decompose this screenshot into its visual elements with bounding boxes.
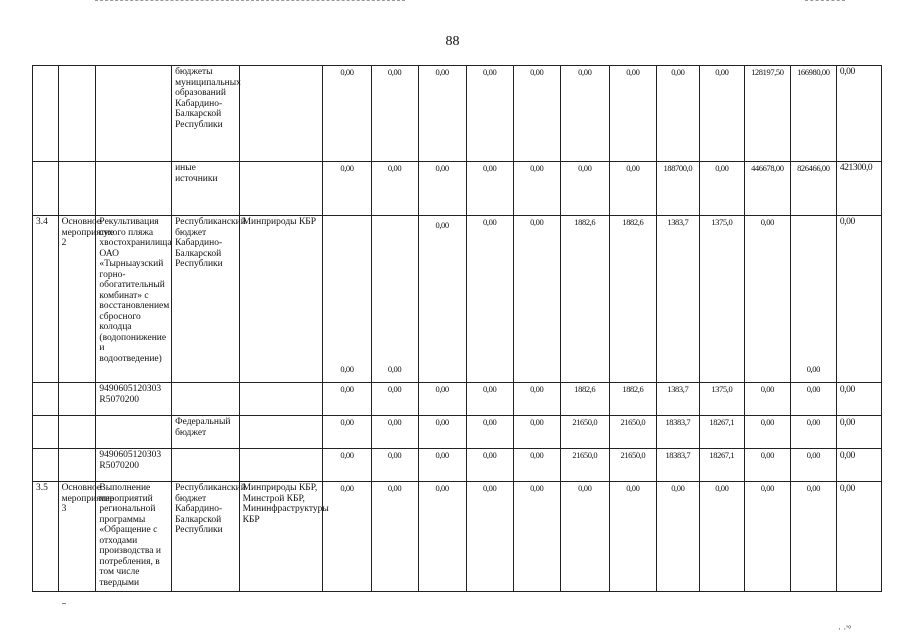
table-row <box>33 66 882 162</box>
value-cell: 0,00 <box>609 482 656 592</box>
value-cell: 0,00 <box>323 449 371 482</box>
value-cell: 0,00 <box>656 66 699 162</box>
row-name: 9490605120З03 R5070200 <box>96 383 172 416</box>
row-executor <box>239 162 323 216</box>
value-cell-last: 421300,0 <box>836 162 881 216</box>
value-cell: 0,00 <box>371 416 418 449</box>
value-cell: 0,00 <box>790 482 836 592</box>
value-cell: 0,00 <box>744 482 790 592</box>
table-row <box>33 482 882 592</box>
row-executor <box>239 66 323 162</box>
value-cell-last: 0,00 <box>836 383 881 416</box>
value-cell: 0,00 <box>699 482 744 592</box>
value-cell: 0,00 <box>418 216 466 383</box>
row-source: иные источники <box>172 162 240 216</box>
row-type <box>58 416 96 449</box>
row-name <box>96 66 172 162</box>
value-cell: 0,00 <box>323 66 371 162</box>
value-cell: 0,00 <box>466 416 513 449</box>
value-cell: 0,00 <box>744 216 790 383</box>
value-cell: 0,00 <box>513 66 560 162</box>
row-number <box>33 416 59 449</box>
value-cell: 0,00 <box>418 162 466 216</box>
row-executor <box>239 383 323 416</box>
row-number: 3.4 <box>33 216 59 383</box>
value-cell: 0,00 <box>466 162 513 216</box>
row-number <box>33 66 59 162</box>
value-cell: 18383,7 <box>656 416 699 449</box>
row-executor: Минприроды КБР <box>239 216 323 383</box>
value-cell: 1882,6 <box>609 216 656 383</box>
row-type <box>58 383 96 416</box>
row-name: Выполнение мероприятий региональной программы «Обращение с отходами производства и потребления, в том числе твердыми <box>96 482 172 592</box>
value-cell: 0,00 <box>513 449 560 482</box>
value-cell: 0,00 <box>323 383 371 416</box>
row-type <box>58 449 96 482</box>
value-cell: 0,00 <box>323 162 371 216</box>
value-cell: 0,00 <box>560 482 609 592</box>
top-edge-line-right <box>805 0 845 1</box>
value-cell: 0,00 <box>560 162 609 216</box>
value-cell: 0,00 <box>699 66 744 162</box>
budget-table <box>32 65 882 592</box>
value-cell-last: 0,00 <box>836 216 881 383</box>
row-source <box>172 383 240 416</box>
row-name: 9490605120З03 R5070200 <box>96 449 172 482</box>
corner-mark: · ·'° <box>838 624 852 634</box>
value-cell: 0,00 <box>418 416 466 449</box>
table-row <box>33 383 882 416</box>
value-cell: 18267,1 <box>699 416 744 449</box>
value-cell: 0,00 <box>790 449 836 482</box>
value-cell: 21650,0 <box>609 449 656 482</box>
value-cell: 0,00 <box>560 66 609 162</box>
value-cell: 0,00 <box>323 416 371 449</box>
value-cell: 0,00 <box>371 66 418 162</box>
value-cell: 0,00 <box>744 449 790 482</box>
value-cell: 0,00 <box>371 482 418 592</box>
value-cell: 0,00 <box>466 482 513 592</box>
value-cell: 0,00 <box>371 383 418 416</box>
row-number <box>33 383 59 416</box>
value-cell: 1375,0 <box>699 383 744 416</box>
value-cell: 0,00 <box>466 66 513 162</box>
row-number <box>33 162 59 216</box>
value-cell: 188700,0 <box>656 162 699 216</box>
row-type: Основное мероприятие 3 <box>58 482 96 592</box>
value-cell: 0,00 <box>513 216 560 383</box>
value-cell: 18267,1 <box>699 449 744 482</box>
table-row <box>33 449 882 482</box>
value-cell: 0,00 <box>513 383 560 416</box>
value-cell-last: 0,00 <box>836 416 881 449</box>
table-row <box>33 416 882 449</box>
value-cell: 0,00 <box>371 216 418 383</box>
value-cell: 0,00 <box>790 383 836 416</box>
value-cell: 1882,6 <box>560 216 609 383</box>
row-number: 3.5 <box>33 482 59 592</box>
row-executor <box>239 449 323 482</box>
value-cell: 446678,00 <box>744 162 790 216</box>
value-cell-last: 0,00 <box>836 482 881 592</box>
footnote-mark <box>62 603 66 604</box>
value-cell: 0,00 <box>609 66 656 162</box>
value-cell: 0,00 <box>744 416 790 449</box>
row-name: Рекультивация сухого пляжа хвостохранилища ОАО «Тырныаузский горно-обогатительный комбинат» с восстановлением сбросного колодца (водопонижение и водоотведение) <box>96 216 172 383</box>
row-source: бюджеты муниципальных образований Кабардино-Балкарской Республики <box>172 66 240 162</box>
value-cell: 0,00 <box>466 216 513 383</box>
value-cell: 18383,7 <box>656 449 699 482</box>
value-cell: 0,00 <box>418 383 466 416</box>
row-source: Республиканский бюджет Кабардино-Балкарской Республики <box>172 216 240 383</box>
row-number <box>33 449 59 482</box>
row-type <box>58 162 96 216</box>
row-name <box>96 416 172 449</box>
value-cell: 128197,50 <box>744 66 790 162</box>
value-cell: 1383,7 <box>656 216 699 383</box>
value-cell: 21650,0 <box>609 416 656 449</box>
value-cell: 0,00 <box>513 162 560 216</box>
value-cell: 0,00 <box>323 482 371 592</box>
row-source: Федеральный бюджет <box>172 416 240 449</box>
page-number: 88 <box>445 34 460 49</box>
table-row <box>33 162 882 216</box>
value-cell: 21650,0 <box>560 416 609 449</box>
value-cell: 0,00 <box>466 383 513 416</box>
table-row <box>33 216 882 383</box>
value-cell: 0,00 <box>513 482 560 592</box>
row-name <box>96 162 172 216</box>
value-cell: 0,00 <box>418 66 466 162</box>
value-cell: 0,00 <box>699 162 744 216</box>
row-executor <box>239 416 323 449</box>
value-cell: 0,00 <box>790 216 836 383</box>
value-cell: 166980,00 <box>790 66 836 162</box>
value-cell: 21650,0 <box>560 449 609 482</box>
value-cell: 0,00 <box>466 449 513 482</box>
value-cell: 1375,0 <box>699 216 744 383</box>
value-cell: 1882,6 <box>609 383 656 416</box>
value-cell: 0,00 <box>609 162 656 216</box>
value-cell: 0,00 <box>656 482 699 592</box>
value-cell: 0,00 <box>744 383 790 416</box>
row-source: Республиканский бюджет Кабардино-Балкарской Республики <box>172 482 240 592</box>
row-source <box>172 449 240 482</box>
value-cell: 0,00 <box>790 416 836 449</box>
top-edge-line <box>95 0 405 1</box>
row-executor: Минприроды КБР, Минстрой КБР, Мининфраструктуры КБР <box>239 482 323 592</box>
value-cell-last: 0,00 <box>836 449 881 482</box>
value-cell: 1882,6 <box>560 383 609 416</box>
value-cell: 0,00 <box>371 162 418 216</box>
value-cell: 0,00 <box>418 449 466 482</box>
row-type <box>58 66 96 162</box>
value-cell: 0,00 <box>371 449 418 482</box>
value-cell: 0,00 <box>513 416 560 449</box>
value-cell: 0,00 <box>418 482 466 592</box>
value-cell: 0,00 <box>323 216 371 383</box>
value-cell-last: 0,00 <box>836 66 881 162</box>
value-cell: 826466,00 <box>790 162 836 216</box>
row-type: Основное мероприятие 2 <box>58 216 96 383</box>
value-cell: 1383,7 <box>656 383 699 416</box>
